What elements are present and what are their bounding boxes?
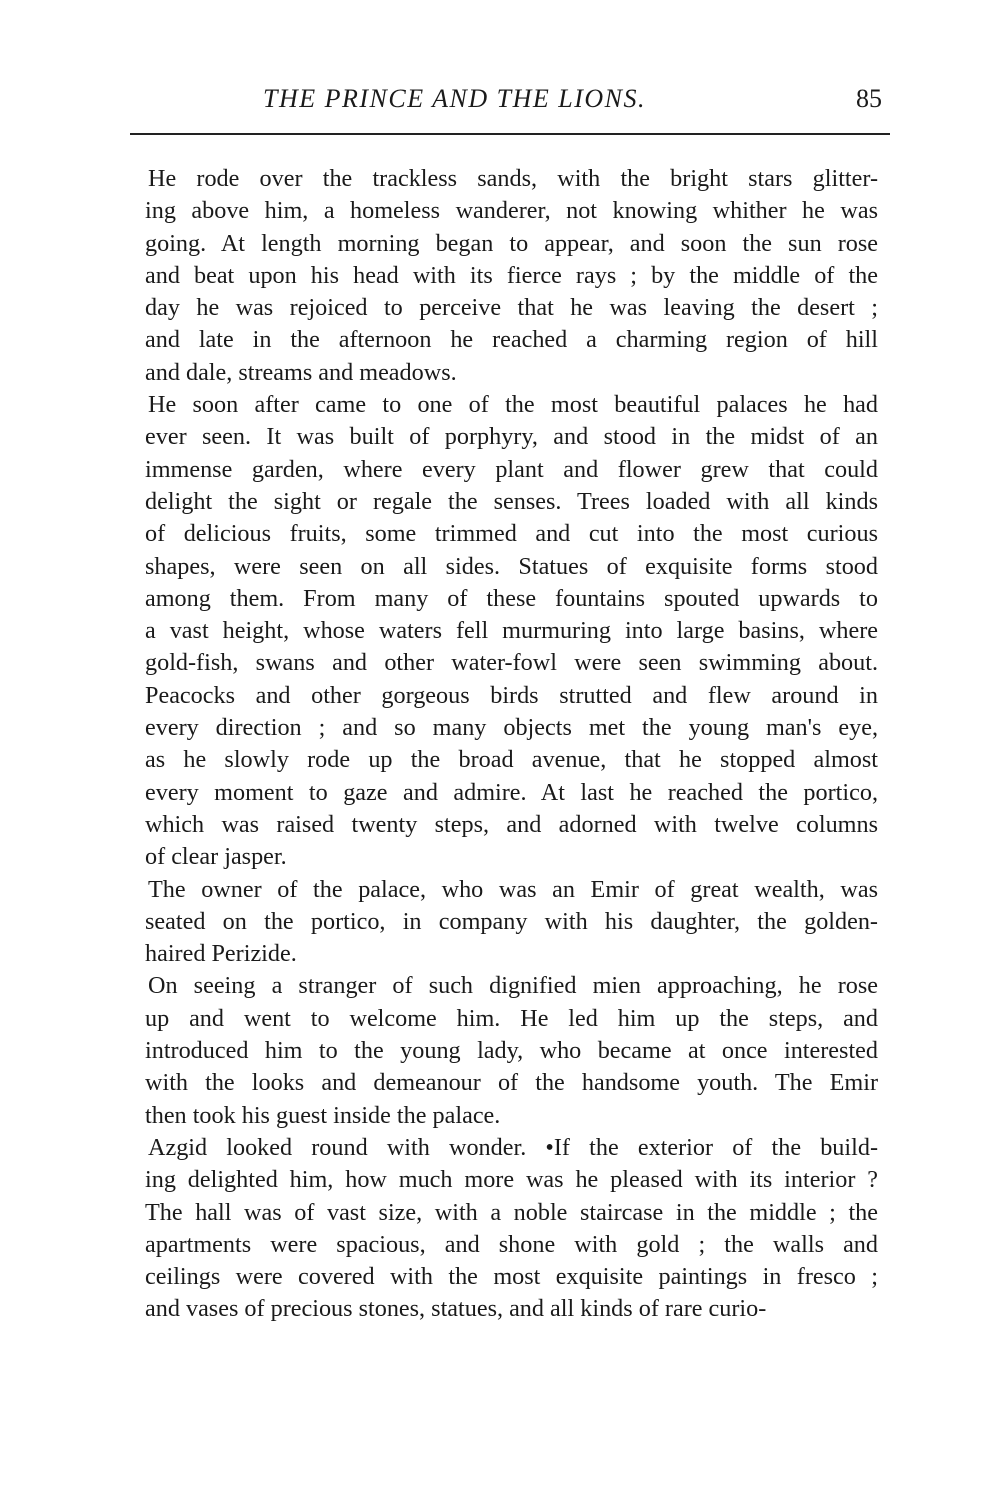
text-line: among them. From many of these fountains spouted upwards to: [145, 584, 878, 612]
text-line: day he was rejoiced to perceive that he was leaving the desert ;: [145, 294, 878, 322]
text-line: apartments were spacious, and shone with gold ; the walls and: [145, 1230, 878, 1258]
text-line: then took his guest inside the palace.: [145, 1101, 501, 1129]
text-line: and late in the afternoon he reached a charming region of hill: [145, 326, 878, 354]
text-line: The hall was of vast size, with a noble staircase in the middle ; the: [145, 1198, 878, 1226]
text-line: every moment to gaze and admire. At last he reached the portico,: [145, 778, 878, 806]
text-line: ing delighted him, how much more was he pleased with its interior ?: [145, 1166, 878, 1194]
text-line: as he slowly rode up the broad avenue, that he stopped almost: [145, 746, 878, 774]
paragraph: [145, 1132, 878, 1326]
body-text: [145, 163, 878, 1326]
text-line: of delicious fruits, some trimmed and cut into the most curious: [145, 520, 878, 548]
text-line: seated on the portico, in company with his daughter, the golden-: [145, 907, 878, 935]
text-line: On seeing a stranger of such dignified mien approaching, he rose: [148, 972, 878, 1000]
text-line: ceilings were covered with the most exquisite paintings in fresco ;: [145, 1263, 878, 1291]
paragraph: [145, 163, 878, 389]
running-title: THE PRINCE AND THE LIONS.: [263, 84, 646, 113]
text-line: every direction ; and so many objects met the young man's eye,: [145, 714, 878, 742]
text-line: immense garden, where every plant and flower grew that could: [145, 455, 878, 483]
paragraph: [145, 970, 878, 1131]
text-line: up and went to welcome him. He led him up the steps, and: [145, 1004, 878, 1032]
text-line: and dale, streams and meadows.: [145, 358, 457, 386]
text-line: Azgid looked round with wonder. •If the exterior of the build-: [148, 1133, 878, 1161]
text-line: gold-fish, swans and other water-fowl were seen swimming about.: [145, 649, 878, 677]
text-line: Peacocks and other gorgeous birds strutted and flew around in: [145, 681, 878, 709]
text-line: and beat upon his head with its fierce rays ; by the middle of the: [145, 261, 878, 289]
text-line: with the looks and demeanour of the handsome youth. The Emir: [145, 1069, 878, 1097]
text-line: of clear jasper.: [145, 843, 287, 871]
text-line: delight the sight or regale the senses. Trees loaded with all kinds: [145, 487, 878, 515]
text-line: He rode over the trackless sands, with the bright stars glitter-: [148, 165, 878, 192]
running-head: [133, 84, 888, 124]
text-line: going. At length morning began to appear, and soon the sun rose: [145, 229, 878, 257]
text-line: and vases of precious stones, statues, and all kinds of rare curio-: [145, 1295, 767, 1323]
text-line: ing above him, a homeless wanderer, not knowing whither he was: [145, 197, 878, 225]
page-number: 85: [856, 84, 882, 113]
text-line: He soon after came to one of the most beautiful palaces he had: [148, 391, 878, 419]
text-line: The owner of the palace, who was an Emir of great wealth, was: [148, 875, 878, 903]
text-line: ever seen. It was built of porphyry, and stood in the midst of an: [145, 423, 878, 451]
text-line: a vast height, whose waters fell murmuring into large basins, where: [145, 617, 878, 645]
paragraph: [145, 874, 878, 971]
header-rule: [130, 133, 890, 135]
paragraph: [145, 389, 878, 873]
text-line: which was raised twenty steps, and adorned with twelve columns: [145, 810, 878, 838]
text-line: shapes, were seen on all sides. Statues of exquisite forms stood: [145, 552, 878, 580]
text-line: haired Perizide.: [145, 940, 297, 968]
text-line: introduced him to the young lady, who became at once interested: [145, 1037, 878, 1065]
